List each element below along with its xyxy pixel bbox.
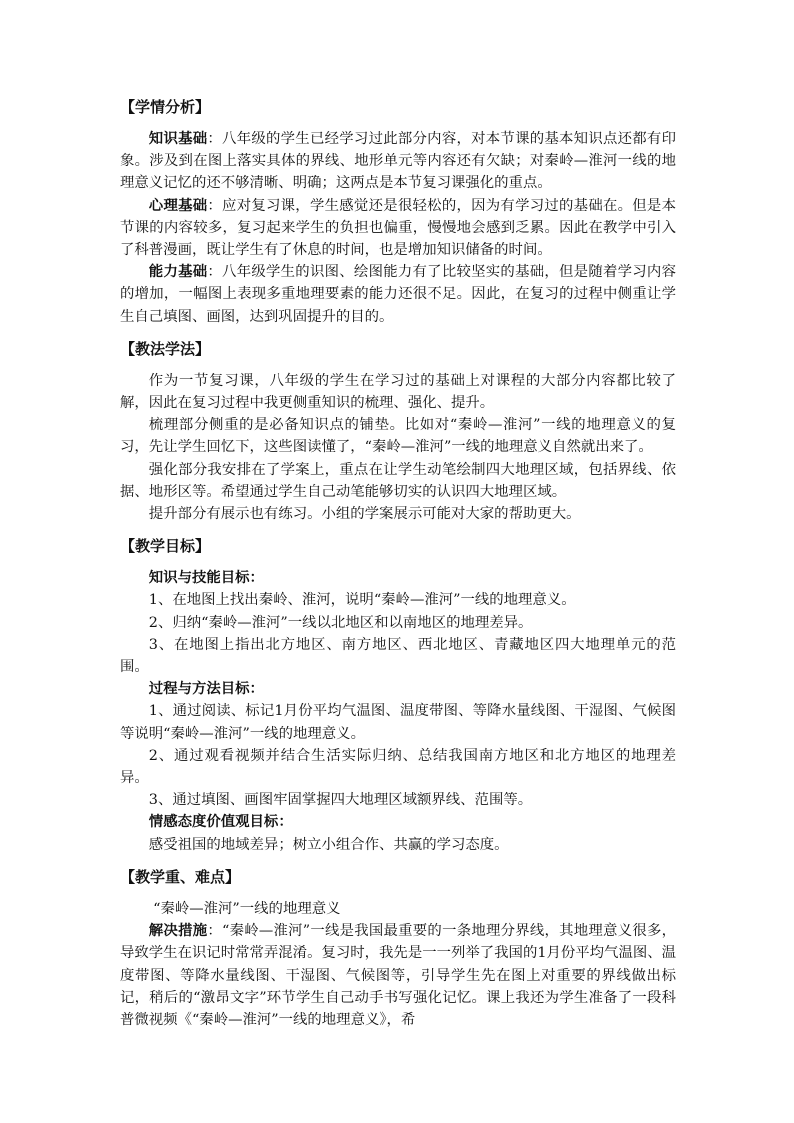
goal-item: 3、在地图上指出北方地区、南方地区、西北地区、青藏地区四大地理单元的范围。: [120, 636, 676, 676]
subheading-emotion-values: 情感态度价值观目标：: [148, 813, 293, 831]
paragraph-text: ：应对复习课，学生感觉还是很轻松的，因为有学习过的基础在。但是本节课的内容较多，复习起来学生的负担也偏重，慢慢地会感到乏累。因此在教学中引入了科普漫画，既让学生有了休息的时间，也是增加知识储备的时间。: [120, 197, 676, 259]
subheading-knowledge-skills: 知识与技能目标：: [148, 569, 264, 587]
section-teaching-goals: [120, 535, 676, 856]
goal-item: 2、通过观看视频并结合生活实际归纳、总结我国南方地区和北方地区的地理差异。: [120, 747, 676, 787]
section-learning-analysis: [120, 96, 676, 328]
document-page: [120, 96, 676, 1031]
goal-item: 1、在地图上找出秦岭、淮河，说明“秦岭—淮河”一线的地理意义。: [148, 592, 576, 609]
paragraph-solution: [120, 920, 676, 1031]
paragraph: 梳理部分侧重的是必备知识点的铺垫。比如对“秦岭—淮河”一线的地理意义的复习，先让学生回忆下，这些图读懂了，“秦岭—淮河”一线的地理意义自然就出来了。: [120, 417, 676, 456]
section-heading: 【教学重、难点】: [120, 867, 241, 886]
section-heading: 【教学目标】: [120, 537, 211, 556]
paragraph: 强化部分我安排在了学案上，重点在让学生动笔绘制四大地理区域，包括界线、依据、地形区等。希望通过学生自己动笔能够切实的认识四大地理区域。: [120, 461, 676, 500]
section-heading: 【教法学法】: [120, 339, 211, 358]
goal-item: 感受祖国的地域差异；树立小组合作、共赢的学习态度。: [148, 836, 509, 853]
goal-item: 1、通过阅读、标记1月份平均气温图、温度带图、等降水量线图、干湿图、气候图等说明“秦岭—淮河”一线的地理意义。: [120, 703, 676, 742]
paragraph-knowledge-basis: [120, 128, 676, 195]
section-key-points: [120, 866, 676, 1031]
paragraph-psychology-basis: [120, 195, 676, 262]
paragraph: 提升部分有展示也有练习。小组的学案展示可能对大家的帮助更大。: [148, 506, 581, 523]
paragraph-ability-basis: [120, 261, 676, 328]
paragraph: 作为一节复习课，八年级的学生在学习过的基础上对课程的大部分内容都比较了解，因此在复习过程中我更侧重知识的梳理、强化、提升。: [120, 372, 676, 412]
paragraph-text: ：八年级的学生已经学习过此部分内容，对本节课的基本知识点还都有印象。涉及到在图上落实具体的界线、地形单元等内容还有欠缺；对秦岭—淮河一线的地理意义记忆的还不够清晰、明确；这两点是本节复习课强化的重点。: [120, 131, 676, 192]
subheading-process-methods: 过程与方法目标：: [148, 680, 264, 698]
paragraph-text: ：“秦岭—淮河”一线是我国最重要的一条地理分界线，其地理意义很多，导致学生在识记时常常弄混淆。复习时，我先是一一列举了我国的1月份平均气温图、温度带图、等降水量线图、干湿图、气候图等，引导学生先在图上对重要的界线做出标记，稍后的“激昂文字”环节学生自己动手书写强化记忆。课上我还为学生准备了一段科普微视频《“秦岭—淮河”一线的地理意义》，希: [120, 923, 677, 1028]
section-heading: 【学情分析】: [120, 98, 211, 116]
paragraph-lead: 能力基础: [148, 263, 208, 281]
paragraph-lead: 解决措施: [148, 922, 208, 940]
section-teaching-methods: [120, 338, 676, 525]
paragraph-text: ：八年级学生的识图、绘图能力有了比较坚实的基础，但是随着学习内容的增加，一幅图上表现多重地理要素的能力还很不足。因此，在复习的过程中侧重让学生自己填图、画图，达到巩固提升的目的。: [120, 264, 676, 325]
paragraph-lead: 知识基础: [148, 130, 208, 147]
goal-item: 2、归纳“秦岭—淮河”一线以北地区和以南地区的地理差异。: [148, 614, 533, 631]
goal-item: 3、通过填图、画图牢固掌握四大地理区域额界线、范围等。: [148, 792, 533, 809]
key-point: “秦岭—淮河”一线的地理意义: [153, 900, 341, 917]
paragraph-lead: 心理基础: [148, 196, 208, 214]
